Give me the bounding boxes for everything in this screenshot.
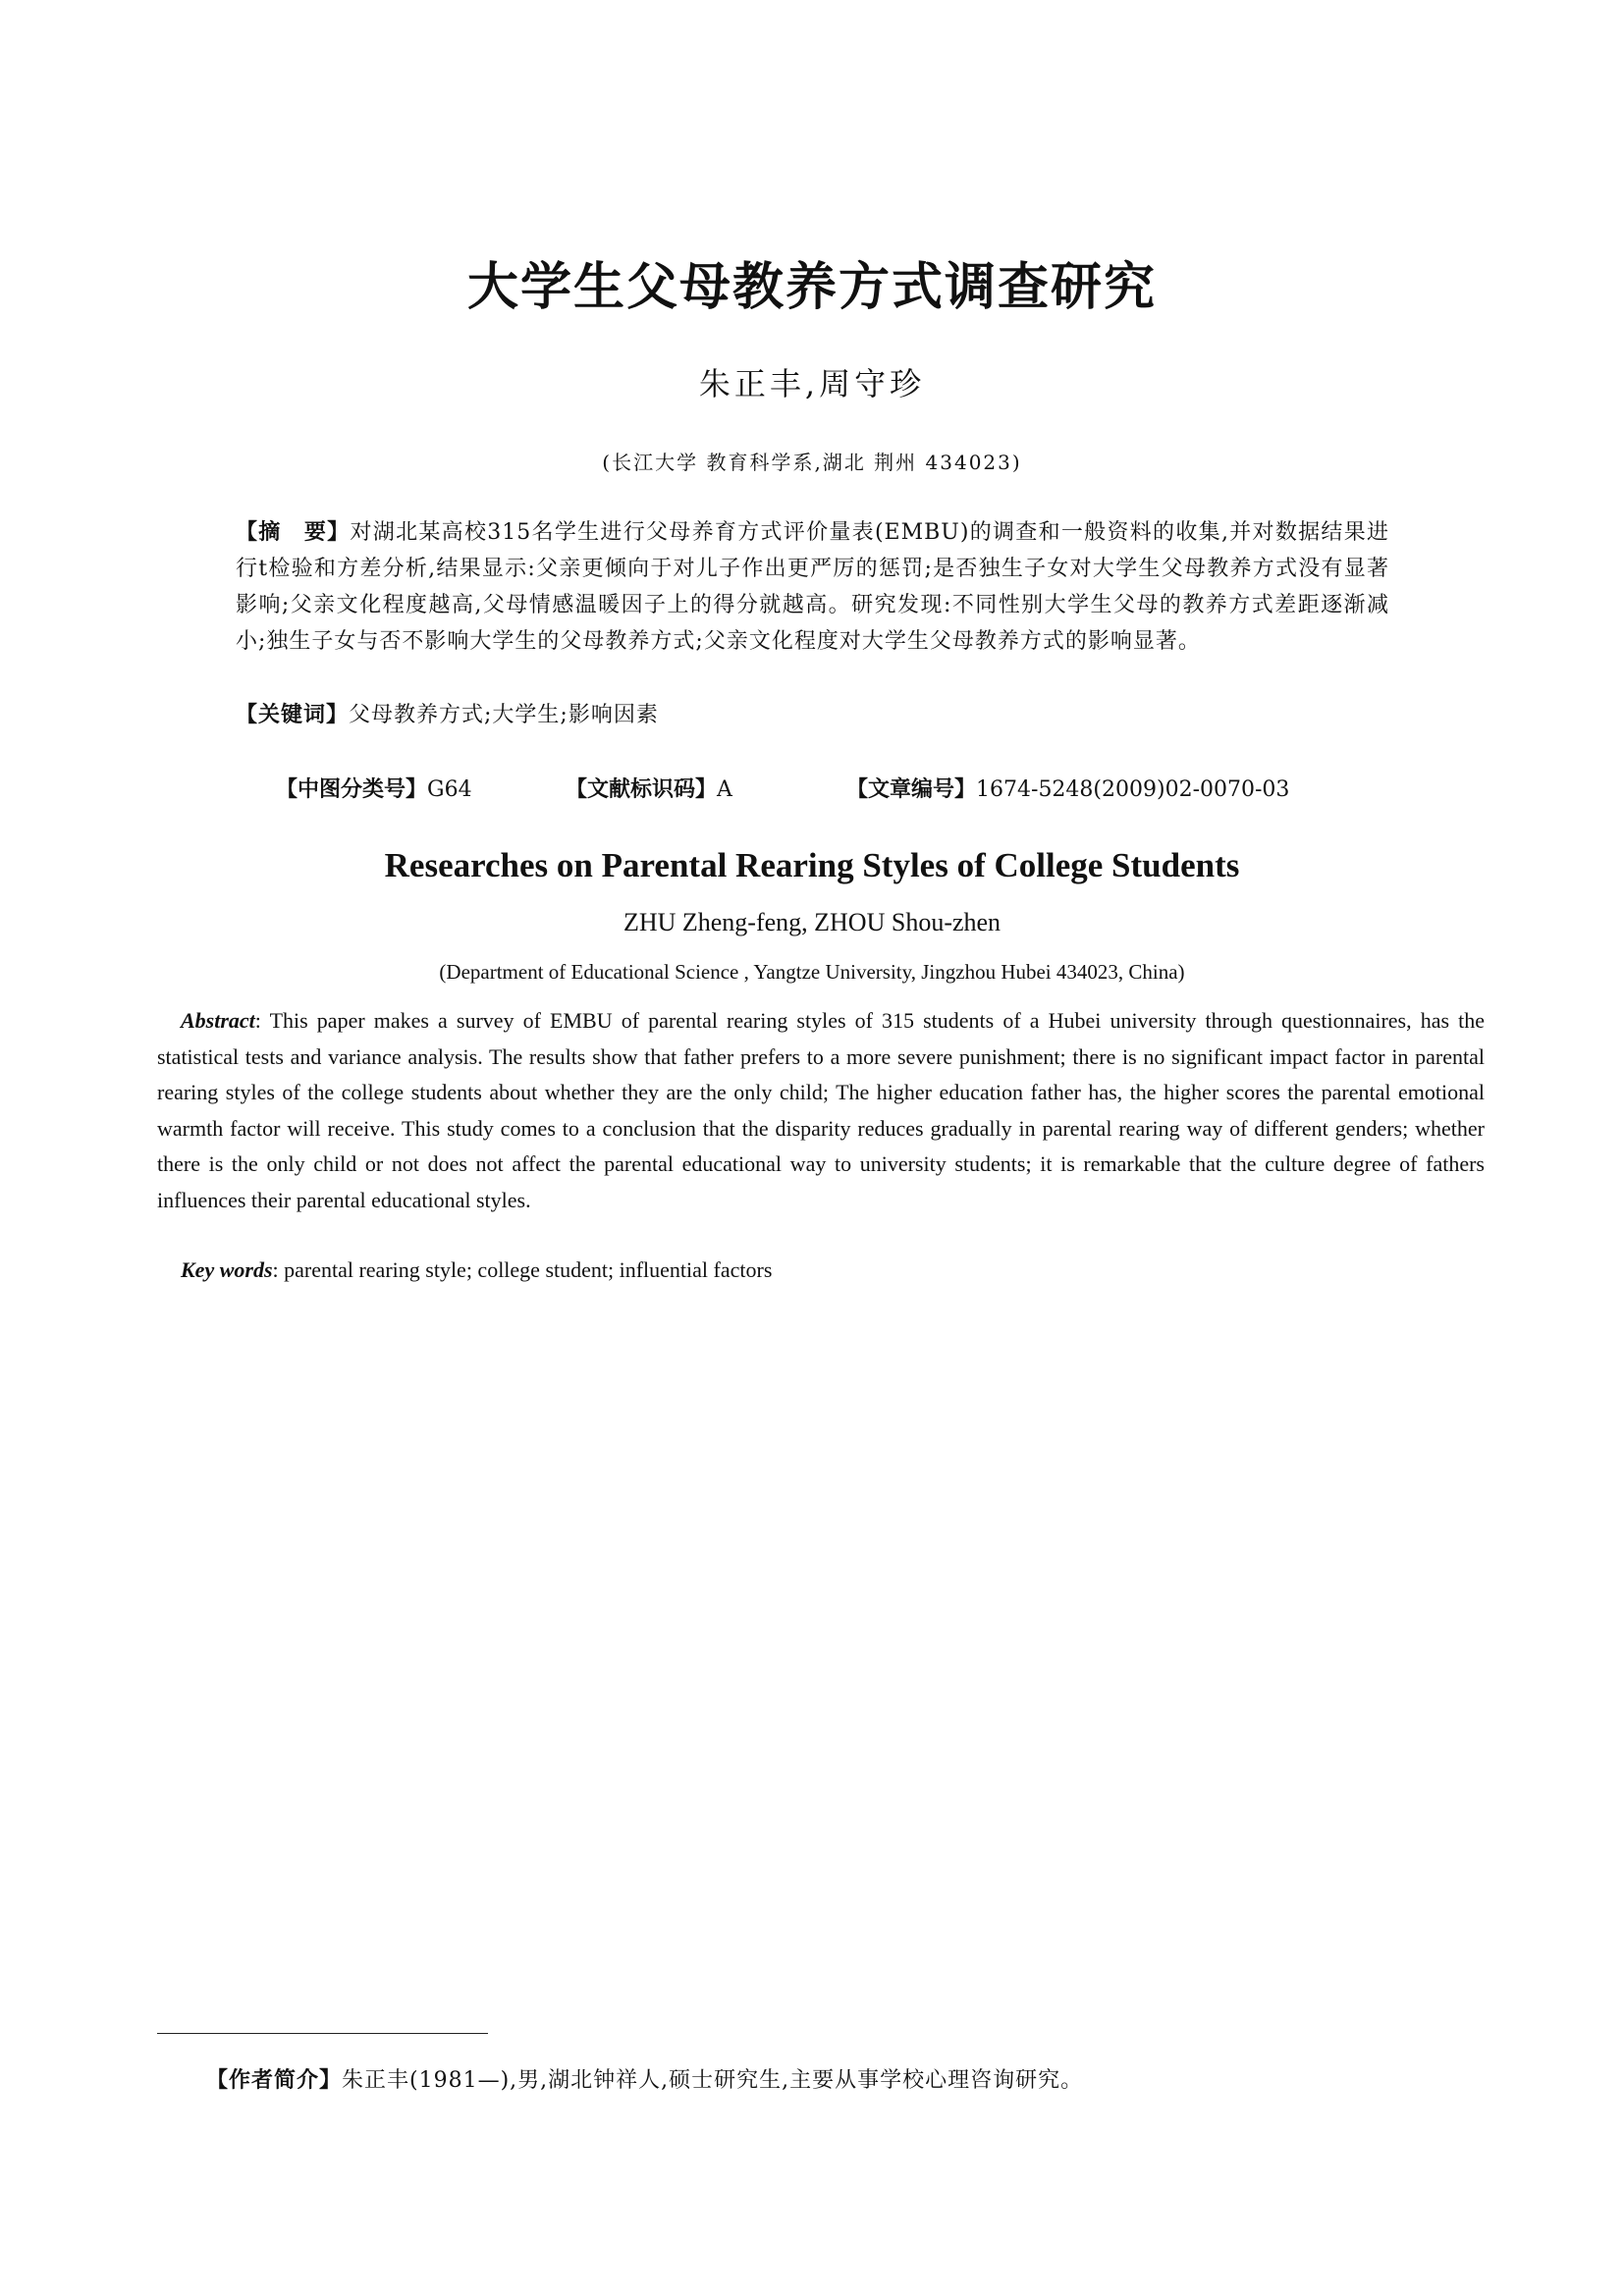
footnote-label: 【作者简介】 (206, 2068, 343, 2093)
keywords-en-label: Key words (181, 1257, 273, 1282)
footnote-text: 朱正丰(1981—),男,湖北钟祥人,硕士研究生,主要从事学校心理咨询研究。 (342, 2068, 1084, 2093)
clc-label: 【中图分类号】 (276, 777, 428, 802)
keywords-en-colon: : (272, 1257, 285, 1282)
footnote-divider (157, 2033, 488, 2034)
keywords-cn-text: 父母教养方式;大学生;影响因素 (349, 703, 659, 727)
authors-cn: 朱正丰,周守珍 (698, 365, 926, 402)
authors-en: ZHU Zheng-feng, ZHOU Shou-zhen (623, 908, 1001, 936)
abstract-cn-text: 对湖北某高校315名学生进行父母养育方式评价量表(EMBU)的调查和一般资料的收集,并对数据结果进行t检验和方差分析,结果显示:父亲更倾向于对儿子作出更严厉的惩罚;是否独生子女对大学生父母教养方式没有显著影响;父亲文化程度越高,父母情感温暖因子上的得分就越高。研究发现:不同性别大学生父母的教养方式差距逐渐减小;独生子女与否不影响大学生的父母教养方式;父亲文化程度对大学生父母教养方式的影响显著。 (236, 520, 1389, 654)
keywords-en-text: parental rearing style; college student; influential factors (284, 1257, 773, 1282)
document-code (566, 773, 732, 808)
affiliation-cn: (长江大学 教育科学系,湖北 荆州 434023) (602, 451, 1022, 474)
paper-title-en: Researches on Parental Rearing Styles of College Students (384, 846, 1240, 884)
keywords-cn (236, 697, 1389, 733)
affiliation-en: (Department of Educational Science , Yangtze University, Jingzhou Hubei 434023, China) (439, 960, 1185, 984)
article-number (846, 773, 1289, 808)
abstract-en (157, 1003, 1485, 1218)
article-no-label: 【文章编号】 (846, 777, 977, 802)
abstract-en-text: This paper makes a survey of EMBU of parental rearing styles of 315 students of a Hubei university through questionnaires, has the statistical tests and variance analysis. The results show that father prefers to a more severe punishment; there is no significant impact factor in parental rearing styles of the college students about whether they are the only child; The higher education father has, the higher scores the parental emotional warmth factor will receive. This study comes to a conclusion that the disparity reduces gradually in parental rearing way of different genders; whether there is the only child or not does not affect the parental educational way to university students; it is remarkable that the culture degree of fathers influences their parental educational styles. (157, 1008, 1486, 1212)
author-footnote (206, 2063, 1483, 2099)
doc-code-label: 【文献标识码】 (566, 777, 718, 802)
abstract-cn (236, 514, 1389, 660)
doc-code-value: A (717, 777, 732, 802)
abstract-en-label: Abstract (181, 1008, 255, 1033)
abstract-en-colon: : (254, 1008, 270, 1033)
keywords-cn-label: 【关键词】 (236, 703, 350, 727)
paper-title-cn: 大学生父母教养方式调查研究 (466, 258, 1157, 317)
clc-value: G64 (427, 777, 472, 802)
article-no-value: 1674-5248(2009)02-0070-03 (976, 777, 1290, 802)
abstract-cn-label: 【摘 要】 (236, 520, 351, 545)
keywords-en (181, 1253, 1487, 1289)
clc-number (276, 773, 472, 808)
